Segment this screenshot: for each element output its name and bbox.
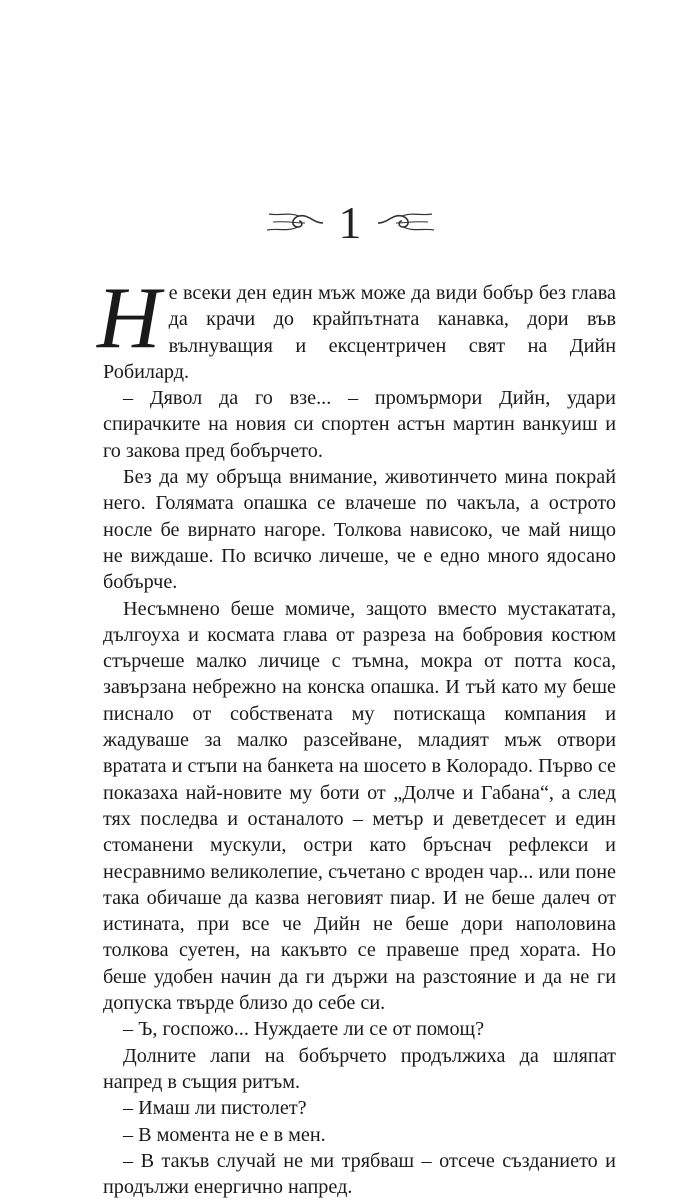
paragraph: – Имаш ли пистолет?: [123, 1097, 307, 1120]
paragraph: Без да му обръща внимание, животинчето мина покрай него. Голямата опашка се влачеше по чакъла, а острото носле бе вирнато нагоре. Толкова нависоко, че май нищо не виждаше. По всичко личеше, че е едно много ядосано бобърче.: [103, 466, 616, 594]
right-flourish-icon: [376, 210, 436, 236]
paragraph: – Ъ, госпожо... Нуждаете ли се от помощ?: [123, 1018, 485, 1041]
chapter-number: 1: [338, 197, 362, 248]
left-flourish-icon: [265, 210, 325, 236]
paragraph: Несъмнено беше момиче, защото вместо мустакатата, дългоуха и космата глава от разреза на бобровия костюм стърчеше малко личице с тъмна, мокра от потта коса, завързана небрежно на конска опашка. И тъй като му беше писнало от собствената му потискаща компания и жадуваше за малко разсейване, младият мъж отвори вратата и стъпи на банкета на шосето в Колорадо. Първо се показаха най-новите му боти от „Долче и Габана“, а след тях последва и останалото – метър и деветдесет и един стоманени мускули, остри като бръснач рефлекси и несравнимо великолепие, съчетано с вроден чар... или поне така обичаше да казва неговият пиар. И не беше далеч от истината, при все че Дийн не беше дори наполовина толкова суетен, на какъвто се правеше пред хората. Но беше удобен начин да ги държи на разстояние и да не ги допуска твърде близо до себе си.: [103, 597, 616, 1015]
paragraph-text: е всеки ден един мъж може да види бобър без глава да крачи до крайпътната канавка, дори във вълнуващия и ексцентричен свят на Дийн Робилард.: [103, 282, 616, 383]
paragraph: Долните лапи на бобърчето продължиха да шляпат напред в същия ритъм.: [103, 1044, 616, 1093]
drop-cap: Н: [97, 270, 161, 367]
paragraph: – Дявол да го взе... – промърмори Дийн, удари спирачките на новия си спортен астън мартин ванкуиш и го закова пред бобърчето.: [103, 387, 616, 462]
body-text: [97, 270, 616, 1200]
paragraph: – В момента не е в мен.: [123, 1123, 326, 1146]
paragraph: [97, 270, 616, 385]
paragraph: – В такъв случай не ми трябваш – отсече създанието и продължи енергично напред.: [103, 1149, 616, 1199]
chapter-heading: [0, 197, 700, 248]
